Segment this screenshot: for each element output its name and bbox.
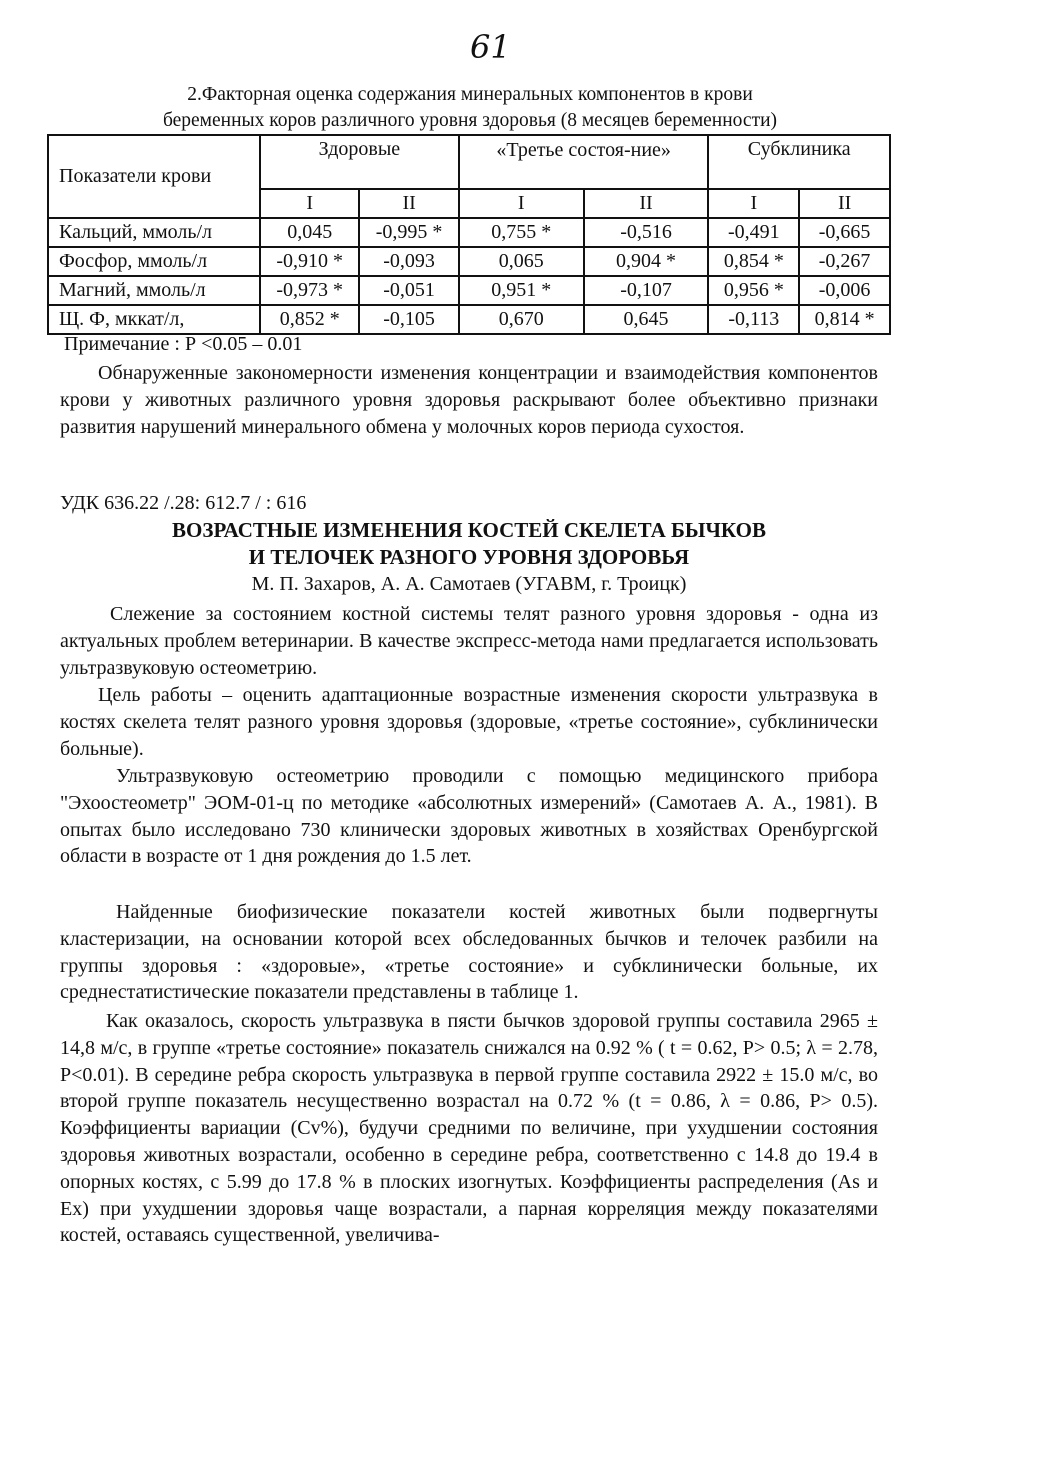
paragraph-aim: Цель работы – оценить адаптационные возрастные изменения скорости ультразвука в костях скелета телят разного уровня здоровья (здоровые, «третье состояние», субклинически больные).: [60, 684, 878, 760]
subheader-cell: II: [584, 189, 709, 218]
table-cell: -0,491: [708, 218, 799, 247]
table-cell: 0,852 *: [260, 305, 359, 334]
table-cell: -0,910 *: [260, 247, 359, 276]
table-cell: 0,904 *: [584, 247, 709, 276]
subheader-cell: II: [799, 189, 890, 218]
table-cell: -0,051: [359, 276, 458, 305]
page-number: 61: [470, 28, 511, 66]
table-cell: 0,755 *: [459, 218, 584, 247]
table-cell: 0,854 *: [708, 247, 799, 276]
table-cell: -0,995 *: [359, 218, 458, 247]
table-cell: -0,665: [799, 218, 890, 247]
table-cell: -0,107: [584, 276, 709, 305]
table-header-row: [48, 135, 890, 189]
table-cell: 0,065: [459, 247, 584, 276]
group-header-subclinical: Субклиника: [708, 135, 890, 189]
paragraph-clustering: Найденные биофизические показатели костей животных были подвергнуты кластеризации, на основании которой всех обследованных бычков и телочек разбили на группы здоровья : «здоровые», «третье состояние» и субклинически больные, их среднестатистические показатели представлены в таблице 1.: [60, 901, 878, 1004]
table-cell: 0,645: [584, 305, 709, 334]
udc-code: УДК 636.22 /.28: 612.7 / : 616: [60, 492, 307, 514]
subheader-cell: I: [459, 189, 584, 218]
table-row-alkaline-phosphatase: [48, 305, 890, 334]
table-cell: 0,951 *: [459, 276, 584, 305]
row-label: Фосфор, ммоль/л: [48, 247, 260, 276]
table-cell: -0,105: [359, 305, 458, 334]
table-cell: 0,814 *: [799, 305, 890, 334]
group-header-healthy: Здоровые: [260, 135, 459, 189]
table-note: Примечание : Р <0.05 – 0.01: [64, 333, 303, 355]
table-cell: -0,973 *: [260, 276, 359, 305]
row-label: Кальций, ммоль/л: [48, 218, 260, 247]
table-cell: -0,267: [799, 247, 890, 276]
subheader-cell: II: [359, 189, 458, 218]
table-caption-line2: беременных коров различного уровня здоровья (8 месяцев беременности): [162, 110, 778, 131]
paragraph-method: Ультразвуковую остеометрию проводили с помощью медицинского прибора "Эхоостеометр" ЭОМ-01-ц по методике «абсолютных измерений» (Самотаев А. А., 1981). В опытах было исследовано 730 клинически здоровых животных в хозяйствах Оренбургской области в возрасте от 1 дня рождения до 1.5 лет.: [60, 765, 878, 868]
paragraph-intro: Слежение за состоянием костной системы телят разного уровня здоровья - одна из актуальных проблем ветеринарии. В качестве экспресс-метода нами предлагается использовать ультразвуковую остеометрию.: [60, 603, 878, 679]
table-row-magnesium: [48, 276, 890, 305]
table-row-calcium: [48, 218, 890, 247]
row-label: Магний, ммоль/л: [48, 276, 260, 305]
table-cell: 0,956 *: [708, 276, 799, 305]
table-cell: -0,113: [708, 305, 799, 334]
table-cell: -0,006: [799, 276, 890, 305]
mineral-factor-table: [47, 134, 891, 335]
table-cell: 0,670: [459, 305, 584, 334]
article-authors: М. П. Захаров, А. А. Самотаев (УГАВМ, г. Троицк): [251, 573, 687, 595]
table-cell: -0,516: [584, 218, 709, 247]
table-row-phosphorus: [48, 247, 890, 276]
paragraph-conclusion: Обнаруженные закономерности изменения концентрации и взаимодействия компонентов крови у животных различного уровня здоровья раскрывают более объективно признаки развития нарушений минерального обмена у молочных коров периода сухостоя.: [60, 362, 878, 438]
subheader-cell: I: [708, 189, 799, 218]
row-header-cell: Показатели крови: [48, 135, 260, 218]
paragraph-results: Как оказалось, скорость ультразвука в пясти бычков здоровой группы составила 2965 ± 14,8 м/с, в группе «третье состояние» показатель снижался на 0.92 % ( t = 0.62, P> 0.5; λ = 2.78, P<0.01). В середине ребра скорость ультразвука в первой группе составила 2922 ± 15.0 м/с, во второй группе показатель несущественно возрастал на 0.72 % (t = 0.86, λ = 0.86, P> 0.5). Коэффициенты вариации (Cv%), будучи средними по величине, при ухудшении состояния здоровья животных возрастали, особенно в середине ребра, соответственно с 14.8 до 19.4 в опорных костях, с 5.99 до 17.8 % в плоских изогнутых. Коэффициенты распределения (As и Ex) при ухудшении здоровья чаще возрастали, а парная корреляция между показателями костей, оставаясь существенной, увеличива-: [60, 1010, 878, 1247]
article-title-line2: И ТЕЛОЧЕК РАЗНОГО УРОВНЯ ЗДОРОВЬЯ: [248, 545, 690, 569]
table-cell: -0,093: [359, 247, 458, 276]
row-label: Щ. Ф, мккат/л,: [48, 305, 260, 334]
article-title-line1: ВОЗРАСТНЫЕ ИЗМЕНЕНИЯ КОСТЕЙ СКЕЛЕТА БЫЧКОВ: [172, 518, 766, 542]
subheader-cell: I: [260, 189, 359, 218]
table-cell: 0,045: [260, 218, 359, 247]
table-caption-line1: 2.Факторная оценка содержания минеральных компонентов в крови: [187, 84, 753, 105]
group-header-third-state: «Третье состоя-ние»: [459, 135, 709, 189]
